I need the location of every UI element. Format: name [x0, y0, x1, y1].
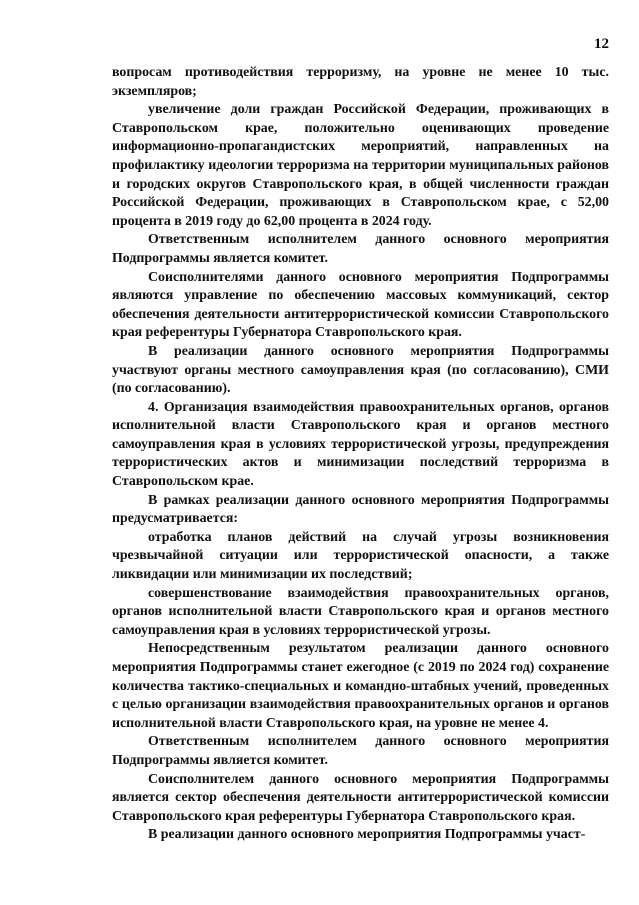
paragraph: 4. Организация взаимодействия правоохранительных органов, органов исполнительной власти Ставропольского края и органов местного самоуправления края в условиях террористической угрозы, предупреждения террористических актов и минимизации последствий терроризма в Ставропольском крае.	[112, 399, 609, 490]
paragraph: Ответственным исполнителем данного основного мероприятия Подпрограммы является комитет.	[112, 232, 609, 266]
paragraph: В рамках реализации данного основного мероприятия Подпрограммы предусматривается:	[112, 492, 609, 527]
paragraph: отработка планов действий на случай угрозы возникновения чрезвычайной ситуации или террористической опасности, а также ликвидации или минимизации их последствий;	[112, 529, 609, 583]
paragraph: Соисполнителем данного основного мероприятия Подпрограммы является сектор обеспечения деятельности антитеррористической комиссии Ставропольского края референтуры Губернатора Ставропольского края.	[112, 771, 609, 824]
body-text	[112, 64, 609, 845]
paragraph: В реализации данного основного мероприятия Подпрограммы участ-	[148, 827, 586, 843]
paragraph: увеличение доли граждан Российской Федерации, проживающих в Ставропольском крае, положительно оценивающих проведение информационно-пропагандистских мероприятий, направленных на профилактику идеологии терроризма на территории муниципальных районов и городских округов Ставропольского края, в общей численности граждан Российской Федерации, проживающих в Ставропольском крае, с 52,00 процента в 2019 году до 62,00 процента в 2024 году.	[112, 102, 609, 229]
paragraph: Непосредственным результатом реализации данного основного мероприятия Подпрограммы станет ежегодное (с 2019 по 2024 год) сохранение количества тактико-специальных и командно-штабных учений, проведенных с целью организации взаимодействия правоохранительных органов и органов исполнительной власти Ставропольского края, на уровне не менее 4.	[112, 641, 609, 731]
paragraph: совершенствование взаимодействия правоохранительных органов, органов исполнительной власти Ставропольского края и органов местного самоуправления края в условиях террористической угрозы.	[112, 585, 609, 638]
paragraph: В реализации данного основного мероприятия Подпрограммы участвуют органы местного самоуправления края (по согласованию), СМИ (по согласованию).	[112, 343, 609, 397]
paragraph: Ответственным исполнителем данного основного мероприятия Подпрограммы является комитет.	[112, 734, 609, 768]
paragraph: вопросам противодействия терроризму, на уровне не менее 10 тыс. экземпляров;	[112, 65, 609, 99]
paragraph: Соисполнителями данного основного мероприятия Подпрограммы являются управление по обеспечению массовых коммуникаций, сектор обеспечения деятельности антитеррористической комиссии Ставропольского края референтуры Губернатора Ставропольского края.	[112, 269, 609, 341]
page-number: 12	[594, 36, 609, 52]
